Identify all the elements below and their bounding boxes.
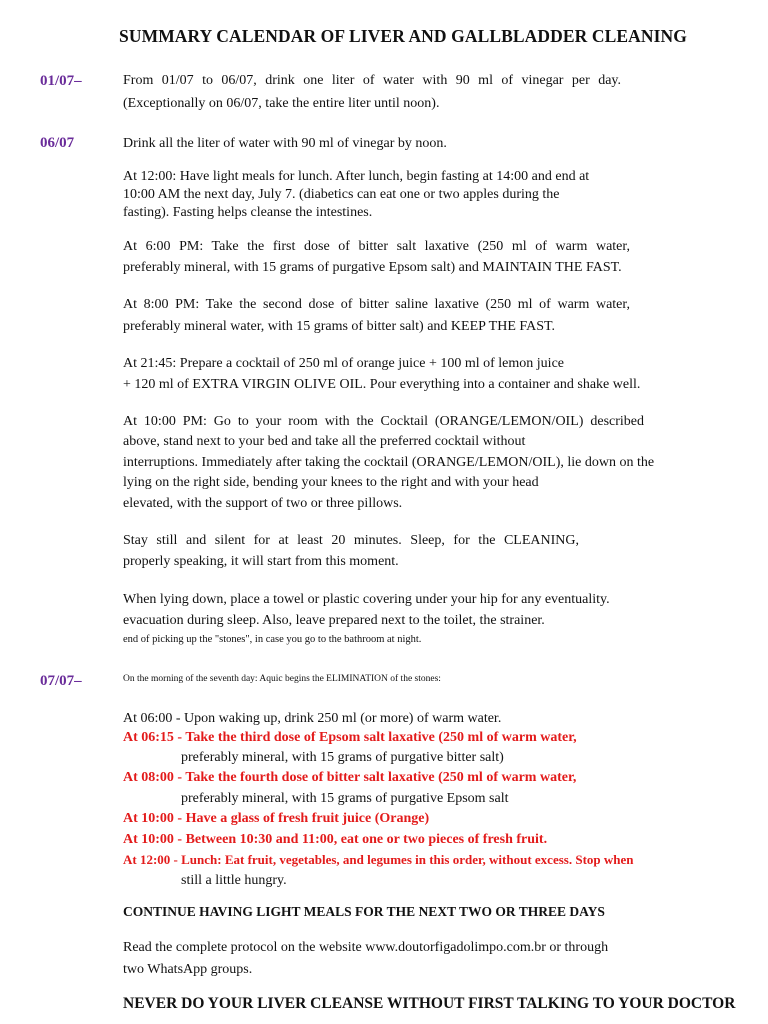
schedule-line-highlight: At 08:00 - Take the fourth dose of bitter salt laxative (250 ml of warm water, bbox=[123, 770, 577, 785]
text-line: end of picking up the "stones", in case you go to the bathroom at night. bbox=[123, 634, 422, 645]
text-line: At 12:00: Have light meals for lunch. After lunch, begin fasting at 14:00 and end at bbox=[123, 169, 590, 184]
date-label: 07/07– bbox=[40, 673, 82, 689]
text-line: preferably mineral water, with 15 grams of bitter salt) and KEEP THE FAST. bbox=[123, 319, 556, 334]
text-line: On the morning of the seventh day: Aquic begins the ELIMINATION of the stones: bbox=[123, 674, 441, 684]
date-label: 01/07– bbox=[40, 73, 82, 89]
text-line: elevated, with the support of two or three pillows. bbox=[123, 496, 403, 511]
schedule-line-highlight: At 12:00 - Lunch: Eat fruit, vegetables, and legumes in this order, without excess. Stop when bbox=[123, 852, 634, 867]
text-line: interruptions. Immediately after taking the cocktail (ORANGE/LEMON/OIL), lie down on the bbox=[123, 455, 655, 470]
warning-notice: NEVER DO YOUR LIVER CLEANSE WITHOUT FIRST TALKING TO YOUR DOCTOR bbox=[123, 995, 736, 1012]
schedule-line-highlight: At 10:00 - Have a glass of fresh fruit juice (Orange) bbox=[123, 811, 430, 826]
text-line: evacuation during sleep. Also, leave prepared next to the toilet, the strainer. bbox=[123, 613, 545, 628]
text-line: properly speaking, it will start from this moment. bbox=[123, 554, 399, 569]
text-line: At 8:00 PM: Take the second dose of bitter saline laxative (250 ml of warm water, bbox=[123, 297, 630, 312]
schedule-line: preferably mineral, with 15 grams of purgative Epsom salt bbox=[181, 791, 509, 806]
text-line: From 01/07 to 06/07, drink one liter of water with 90 ml of vinegar per day. bbox=[123, 73, 621, 88]
text-line: Stay still and silent for at least 20 minutes. Sleep, for the CLEANING, bbox=[123, 533, 579, 548]
text-line: Drink all the liter of water with 90 ml of vinegar by noon. bbox=[123, 136, 447, 151]
date-label: 06/07 bbox=[40, 135, 75, 151]
schedule-line: still a little hungry. bbox=[181, 873, 287, 888]
page-title: SUMMARY CALENDAR OF LIVER AND GALLBLADDER CLEANING bbox=[119, 26, 687, 46]
text-line: two WhatsApp groups. bbox=[123, 962, 253, 977]
schedule-line: At 06:00 - Upon waking up, drink 250 ml (or more) of warm water. bbox=[123, 711, 502, 726]
text-line: Read the complete protocol on the website www.doutorfigadolimpo.com.br or through bbox=[123, 940, 609, 955]
schedule-line-highlight: At 10:00 - Between 10:30 and 11:00, eat one or two pieces of fresh fruit. bbox=[123, 832, 548, 847]
schedule-line-highlight: At 06:15 - Take the third dose of Epsom salt laxative (250 ml of warm water, bbox=[123, 730, 577, 745]
text-line: At 6:00 PM: Take the first dose of bitter salt laxative (250 ml of warm water, bbox=[123, 239, 630, 254]
text-line: (Exceptionally on 06/07, take the entire liter until noon). bbox=[123, 96, 440, 111]
text-line: lying on the right side, bending your knees to the right and with your head bbox=[123, 475, 539, 490]
text-line: At 21:45: Prepare a cocktail of 250 ml of orange juice + 100 ml of lemon juice bbox=[123, 356, 564, 371]
continue-notice: CONTINUE HAVING LIGHT MEALS FOR THE NEXT TWO OR THREE DAYS bbox=[123, 904, 605, 919]
text-line: + 120 ml of EXTRA VIRGIN OLIVE OIL. Pour everything into a container and shake well. bbox=[123, 377, 641, 392]
text-line: preferably mineral, with 15 grams of purgative Epsom salt) and MAINTAIN THE FAST. bbox=[123, 260, 622, 275]
text-line: above, stand next to your bed and take all the preferred cocktail without bbox=[123, 434, 526, 449]
text-line: fasting). Fasting helps cleanse the intestines. bbox=[123, 205, 373, 220]
text-line: When lying down, place a towel or plastic covering under your hip for any eventuality. bbox=[123, 592, 610, 607]
text-line: At 10:00 PM: Go to your room with the Cocktail (ORANGE/LEMON/OIL) described bbox=[123, 414, 644, 429]
schedule-line: preferably mineral, with 15 grams of purgative bitter salt) bbox=[181, 750, 504, 765]
text-line: 10:00 AM the next day, July 7. (diabetics can eat one or two apples during the bbox=[123, 187, 560, 202]
